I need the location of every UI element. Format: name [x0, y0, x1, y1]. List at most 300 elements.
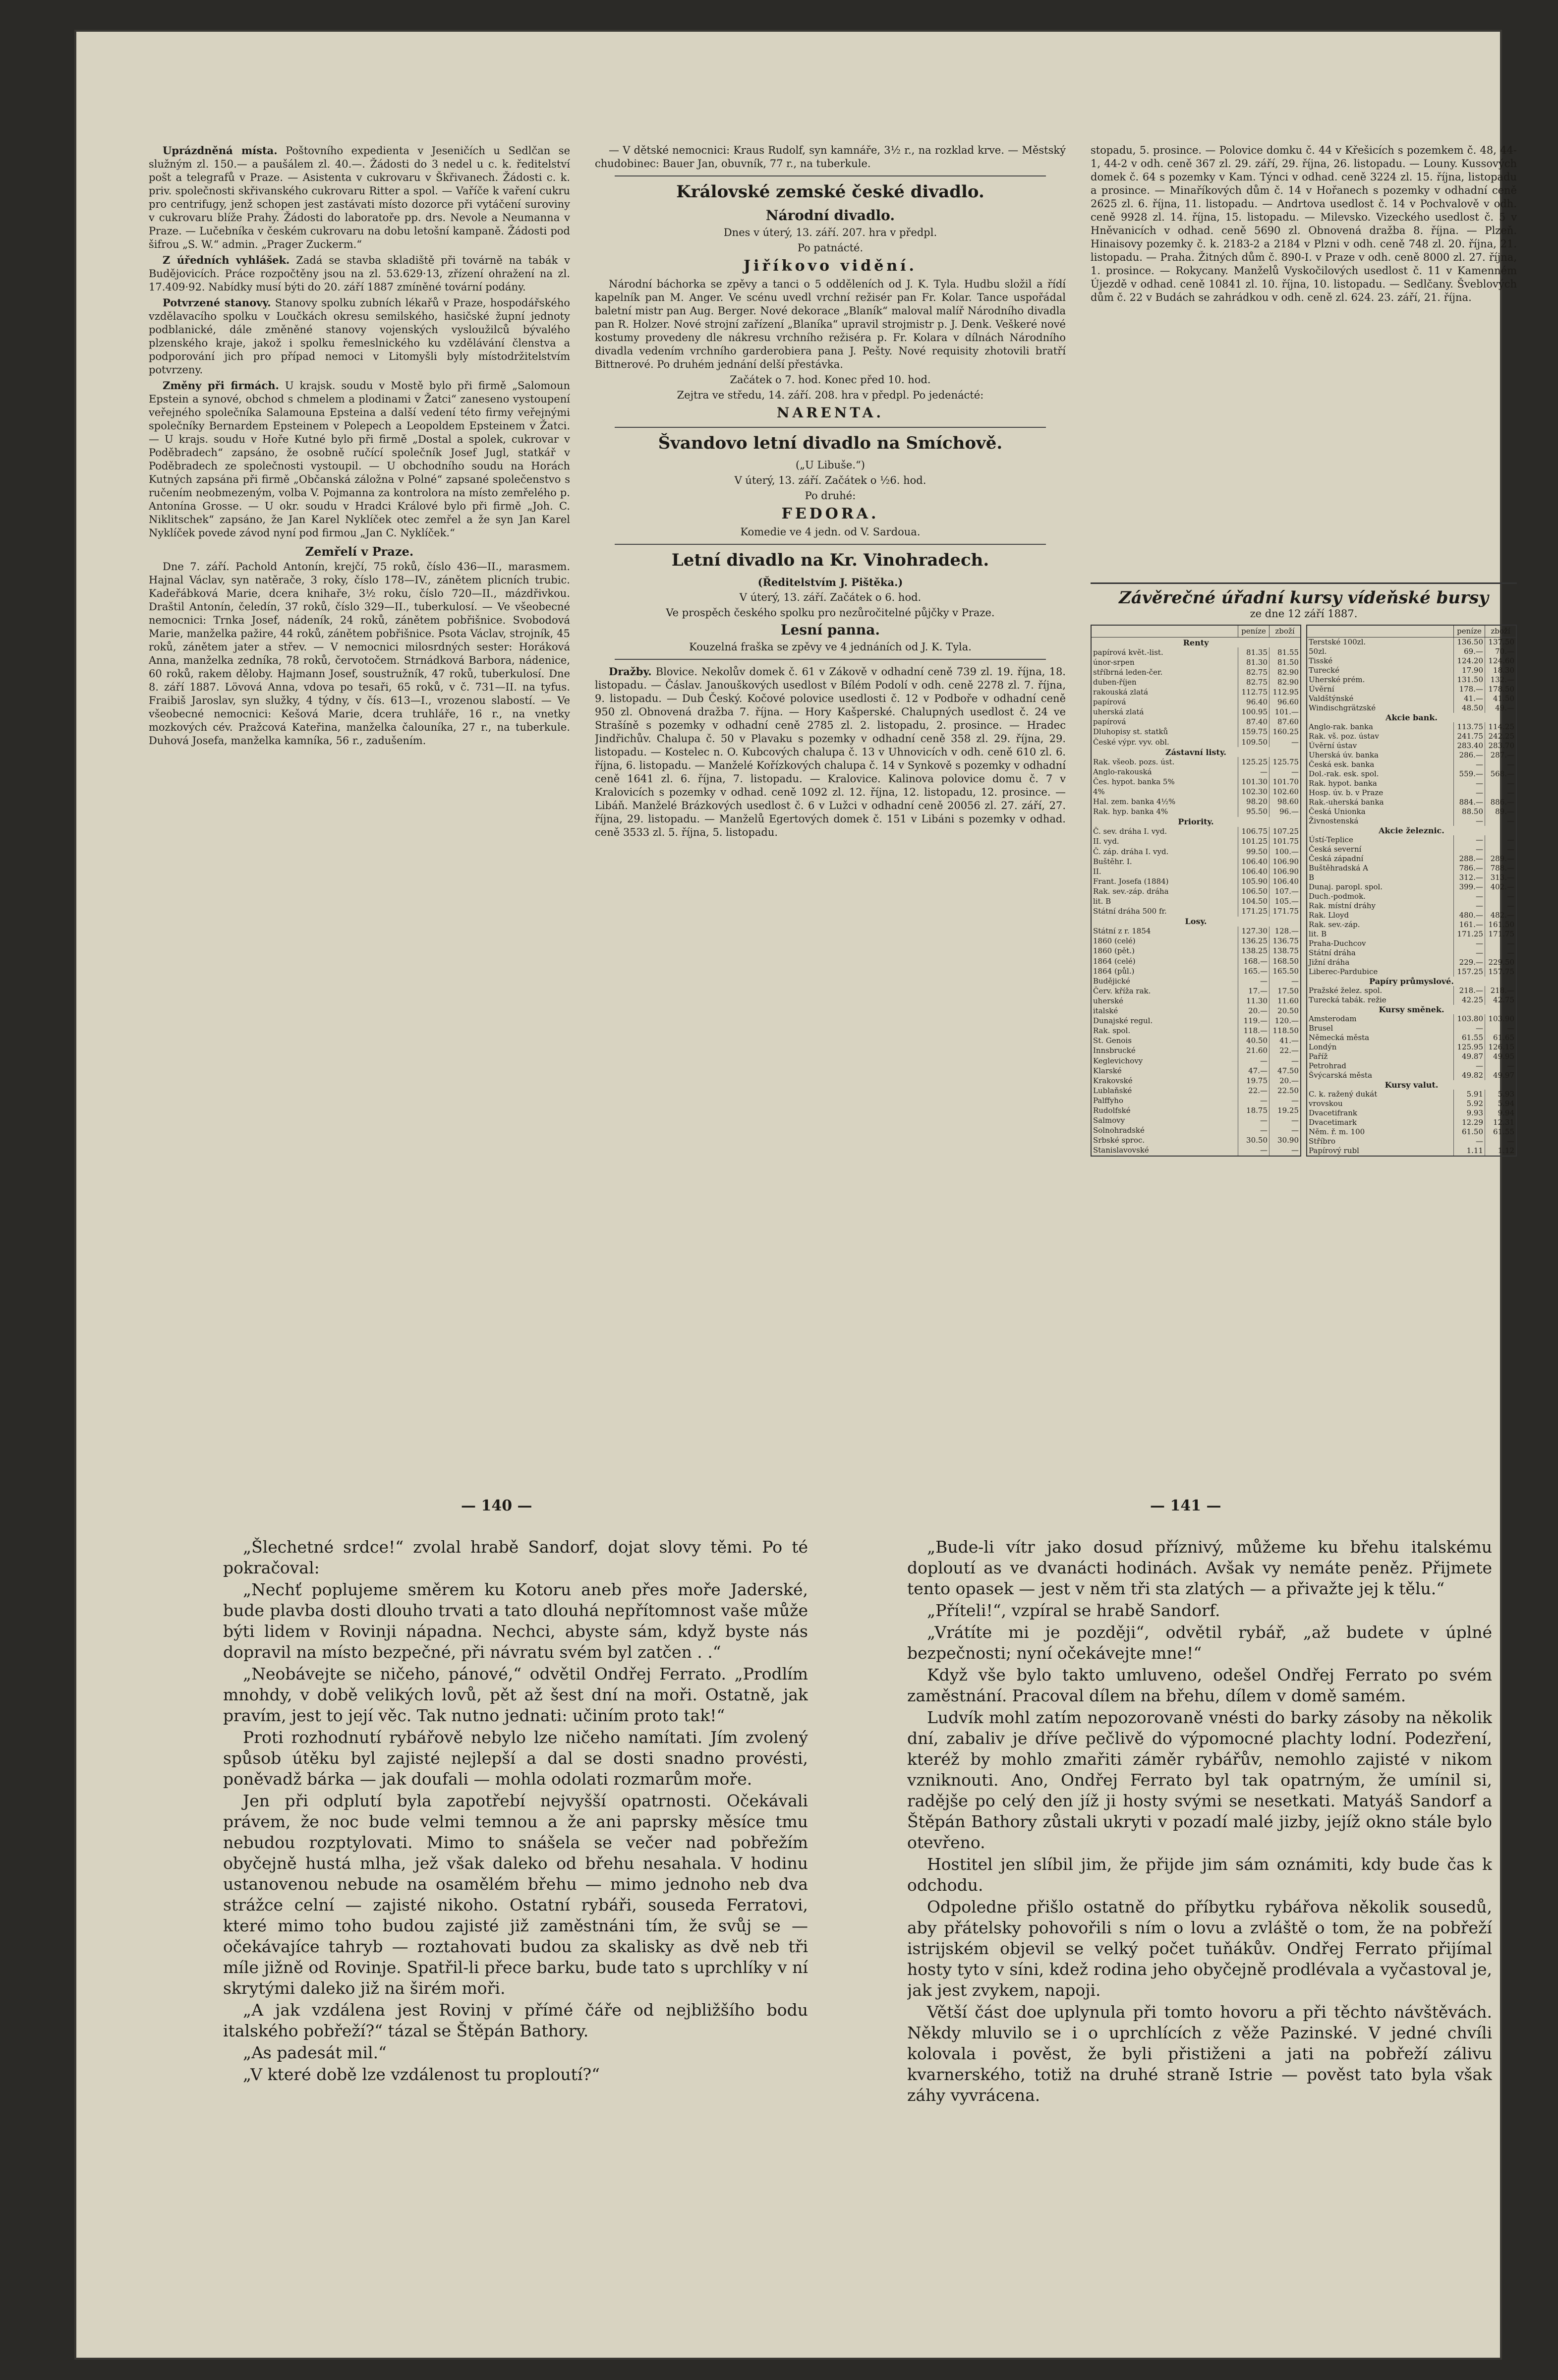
- price-money: 283.40: [1454, 741, 1485, 751]
- price-goods: 101.70: [1269, 777, 1301, 787]
- paragraph-potvrzene-stanovy: [149, 296, 570, 377]
- price-money: 102.30: [1238, 787, 1269, 797]
- table-row: [1307, 864, 1516, 873]
- price-goods: 17.50: [1269, 986, 1301, 996]
- security-name: Anglo-rak. banka: [1307, 722, 1454, 732]
- stock-exchange-section: [1091, 582, 1517, 1425]
- paragraph-lead: Z úředních vyhlášek.: [163, 254, 290, 266]
- novel-paragraph: Hostitel jen slíbil jim, že přijde jim sám oznámiti, kdy bude čas k odchodu.: [907, 1855, 1492, 1895]
- price-money: —: [1238, 1056, 1269, 1066]
- section-label: Akcie bank.: [1307, 713, 1516, 722]
- table-row: [1307, 638, 1516, 647]
- table-row: [1091, 1136, 1301, 1146]
- price-goods: 107.—: [1269, 886, 1301, 896]
- table-row: [1091, 1076, 1301, 1086]
- column-header: zboží: [1485, 625, 1517, 638]
- security-name: 1860 (celé): [1091, 936, 1238, 946]
- price-money: —: [1454, 892, 1485, 901]
- table-row: [1307, 911, 1516, 920]
- price-goods: —: [1485, 1024, 1517, 1033]
- divider: [615, 175, 1046, 176]
- price-money: —: [1238, 1116, 1269, 1126]
- divider: [615, 544, 1046, 545]
- price-goods: —: [1485, 1137, 1517, 1146]
- security-name: italské: [1091, 1006, 1238, 1016]
- price-money: 101.30: [1238, 777, 1269, 787]
- price-money: 47.—: [1238, 1066, 1269, 1076]
- table-row: [1091, 827, 1301, 837]
- table-row: [1307, 1043, 1516, 1052]
- price-money: 131.50: [1454, 675, 1485, 685]
- security-name: 1864 (půl.): [1091, 966, 1238, 976]
- price-goods: —: [1485, 1061, 1517, 1071]
- table-row: [1307, 1108, 1516, 1118]
- table-row: [1091, 1066, 1301, 1076]
- price-money: 22.—: [1238, 1086, 1269, 1096]
- price-goods: 132.—: [1485, 675, 1517, 685]
- price-goods: —: [1485, 779, 1517, 788]
- theatre-1-times: Začátek o 7. hod. Konec před 10. hod.: [730, 374, 931, 386]
- paragraph-lead: Potvrzené stanovy.: [163, 296, 271, 309]
- price-goods: —: [1485, 845, 1517, 854]
- table-row: [1307, 929, 1516, 939]
- price-money: 218.—: [1454, 986, 1485, 995]
- security-name: 4%: [1091, 787, 1238, 797]
- table-row: [1091, 1046, 1301, 1056]
- table-section-row: [1091, 817, 1301, 827]
- table-row: [1307, 835, 1516, 845]
- price-money: 159.75: [1238, 727, 1269, 737]
- table-row: [1091, 837, 1301, 847]
- price-money: —: [1454, 1137, 1485, 1146]
- price-goods: 101.—: [1269, 707, 1301, 717]
- price-goods: 171.75: [1485, 929, 1517, 939]
- price-money: 61.50: [1454, 1127, 1485, 1137]
- price-goods: 30.90: [1269, 1136, 1301, 1146]
- price-goods: 87.60: [1269, 717, 1301, 727]
- table-row: [1091, 1036, 1301, 1046]
- price-money: —: [1454, 816, 1485, 826]
- table-row: [1091, 707, 1301, 717]
- security-name: Červ. kříža rak.: [1091, 986, 1238, 996]
- theatre-3-title: Letní divadlo na Kr. Vinohradech.: [671, 550, 989, 570]
- table-row: [1307, 873, 1516, 882]
- novel-paragraph: „Nechť poplujeme směrem ku Kotoru aneb přes moře Jaderské, bude plavba dosti dlouho trvati a tato dlouhá nepřítomnost vaše může býti lidem v Rovinji nápadna. Nechci, abyste sám, když byste nás dopravil na místo bezpečné, při návratu svém byl zatčen . .“: [223, 1580, 808, 1662]
- security-name: 1860 (pět.): [1091, 946, 1238, 956]
- security-name: Č. sev. dráha I. vyd.: [1091, 827, 1238, 837]
- table-row: [1307, 816, 1516, 826]
- price-goods: 81.55: [1269, 647, 1301, 657]
- price-money: 95.50: [1238, 807, 1269, 817]
- price-money: 82.75: [1238, 667, 1269, 677]
- section-label: Priority.: [1091, 817, 1301, 827]
- price-goods: —: [1269, 767, 1301, 777]
- paragraph-z-uradnich-vyhlasek: [149, 253, 570, 294]
- table-row: [1091, 956, 1301, 966]
- security-name: Pražské želez. spol.: [1307, 986, 1454, 995]
- price-money: 96.40: [1238, 697, 1269, 707]
- price-goods: 41.50: [1485, 694, 1517, 703]
- price-goods: —: [1485, 948, 1517, 958]
- paragraph-text: Blovice. Nekolův domek č. 61 v Zákově v odhadní ceně 739 zl. 19. října, 18. listopadu. — Čáslav. Janouškových usedlost v Bílém Podolí v odh. ceně 2278 zl. 7. října, 9. listopadu. — Dub Český. Kočové polovice usedlosti č. 12 v Podboře v odhadní ceně 950 zl. Obnovená dražba 7. října. — Hory Kašperské. Chalupných usedlost č. 24 ve Strašíně s pozemky v odhadní ceně 2785 zl. 2. listopadu, 2. prosince. — Hradec Jindřichův. Chalupa č. 50 v Plavaku s pozemky v odhadní ceně 358 zl. 29. října, 29. listopadu. — Kostelec n. O. Kubcových chalupa č. 13 v Uhnovicích v odh. ceně 610 zl. 6. října, 6. listopadu. — Manželé Kořízkových chalupa č. 14 v Synkově s pozemky v odhadní ceně 1641 zl. 6. října, 7. listopadu. — Kralovice. Kalinova polovice domu č. 7 v Kralovicích s pozemky v odhad. ceně 1092 zl. 12. října, 12. listopadu, 12. prosince. — Libáň. Manželé Brázkových usedlost č. 6 v Lužci v odhadní ceně 20056 zl. 27. září, 27. října, 29. listopadu. — Manželů Egertových domek č. 151 v Libáni s pozemky v odhad. ceně 3533 zl. 5. října, 5. listopadu.: [595, 666, 1066, 838]
- table-row: [1307, 685, 1516, 694]
- section-label: Kursy směnek.: [1307, 1005, 1516, 1014]
- section-label: Akcie železnic.: [1307, 826, 1516, 835]
- table-row: [1091, 647, 1301, 657]
- price-goods: 49.97: [1485, 1071, 1517, 1080]
- paragraph-drazby: [595, 665, 1066, 839]
- table-row: [1307, 892, 1516, 901]
- price-goods: 5.94: [1485, 1099, 1517, 1108]
- security-name: Č. záp. dráha I. vyd.: [1091, 847, 1238, 857]
- price-goods: 96.—: [1269, 807, 1301, 817]
- price-goods: 171.75: [1269, 907, 1301, 917]
- security-name: České výpr. vyv. obl.: [1091, 737, 1238, 747]
- price-money: 49.87: [1454, 1052, 1485, 1061]
- price-goods: 81.50: [1269, 657, 1301, 667]
- price-goods: 242.25: [1485, 732, 1517, 741]
- price-goods: 5.93: [1485, 1090, 1517, 1099]
- price-goods: 114.25: [1485, 722, 1517, 732]
- table-row: [1091, 857, 1301, 867]
- price-money: 103.80: [1454, 1014, 1485, 1024]
- price-goods: —: [1485, 892, 1517, 901]
- table-section-row: [1307, 977, 1516, 986]
- price-goods: 47.50: [1269, 1066, 1301, 1076]
- section-label: Papíry průmyslové.: [1307, 977, 1516, 986]
- table-row: [1091, 847, 1301, 857]
- novel-paragraph: Ludvík mohl zatím nepozorovaně vnésti do barky zásoby na několik dní, zabaliv je dříve pečlivě do výpomocné plachty lodní. Podezření, kteréž by mohlo zmařiti záměr rybářův, nemohlo zajisté v nikom vzniknouti. Ano, Ondřej Ferrato byl tak opatrným, že umínil si, radějše po celý den jíž ji hosty svými se nesetkati. Matyáš Sandorf a Štěpán Bathory zůstali ukryti v pozadí malé jizby, jejíž okno stále bylo otevřeno.: [907, 1708, 1492, 1852]
- security-name: uherská zlatá: [1091, 707, 1238, 717]
- price-goods: 568.—: [1485, 769, 1517, 779]
- price-money: 127.30: [1238, 927, 1269, 936]
- security-name: Hal. zem. banka 4½%: [1091, 797, 1238, 807]
- table-section-row: [1307, 713, 1516, 722]
- price-money: 9.93: [1454, 1108, 1485, 1118]
- novel-paragraph: Proti rozhodnutí rybářově nebylo lze ničeho namítati. Jím zvolený spůsob útěku byl zajisté nejlepší a dal se dosti snadno provésti, poněvadž bárka — jak doufali — mohla odolati rozmarům moře.: [223, 1728, 808, 1789]
- theatre-3-description: Ve prospěch českého spolku pro nezůročitelné půjčky v Praze.: [666, 607, 995, 619]
- theatre-2-performance: Po druhé:: [805, 490, 856, 502]
- page-number-right: — 141 —: [1150, 1497, 1221, 1514]
- table-row: [1307, 986, 1516, 995]
- price-money: 1.11: [1454, 1146, 1485, 1156]
- security-name: Živnostenská: [1307, 816, 1454, 826]
- security-name: Papírový rubl: [1307, 1146, 1454, 1156]
- table-row: [1307, 798, 1516, 807]
- price-goods: 168.50: [1269, 956, 1301, 966]
- novel-paragraph: Větší část doe uplynula při tomto hovoru a při těchto návštěvách. Někdy mluvilo se i o uprchlících z věže Pazinské. V jedné chvíli kolovala i pověst, že byli přistiženi a jati na pobřeží zálivu kvarnerského, totiž na druhé straně Istrie — pověst tato byla však záhy vyvrácena.: [907, 2002, 1492, 2105]
- paragraph-zemreli-continued: — V dětské nemocnici: Kraus Rudolf, syn kamnáře, 3½ r., na rozklad krve. — Městský chudobinec: Bauer Jan, obuvník, 77 r., na tuberkule.: [595, 144, 1066, 170]
- price-money: —: [1238, 767, 1269, 777]
- security-name: Turecká tabák. režie: [1307, 995, 1454, 1005]
- table-row: [1091, 946, 1301, 956]
- price-money: —: [1454, 835, 1485, 845]
- price-goods: 18.30: [1485, 666, 1517, 675]
- price-money: 18.75: [1238, 1105, 1269, 1115]
- table-row: [1091, 667, 1301, 677]
- security-name: rakouská zlatá: [1091, 687, 1238, 697]
- security-name: Rak. Lloyd: [1307, 911, 1454, 920]
- security-name: uherské: [1091, 996, 1238, 1006]
- table-section-row: [1091, 638, 1301, 648]
- price-money: 19.75: [1238, 1076, 1269, 1086]
- novel-paragraph: „Šlechetné srdce!“ zvolal hrabě Sandorf, dojat slovy těmi. Po té pokračoval:: [223, 1537, 808, 1577]
- security-name: Keglevichovy: [1091, 1056, 1238, 1066]
- price-goods: 788.—: [1485, 864, 1517, 873]
- price-money: 20.—: [1238, 1006, 1269, 1016]
- table-section-row: [1307, 1080, 1516, 1090]
- security-name: II. vyd.: [1091, 837, 1238, 847]
- table-row: [1091, 936, 1301, 946]
- table-row: [1091, 1006, 1301, 1016]
- table-row: [1307, 779, 1516, 788]
- theatre-3-description-2: Kouzelná fraška se zpěvy ve 4 jednáních od J. K. Tyla.: [689, 641, 972, 653]
- paragraph-lead: Dražby.: [609, 665, 652, 678]
- price-money: 101.25: [1238, 837, 1269, 847]
- table-row: [1307, 732, 1516, 741]
- table-row: [1307, 1033, 1516, 1043]
- price-goods: 283.70: [1485, 741, 1517, 751]
- novel-paragraph: „As padesát mil.“: [243, 2043, 387, 2062]
- security-name: Rudolfské: [1091, 1105, 1238, 1115]
- bursa-table-right: [1306, 625, 1517, 1157]
- price-money: 98.20: [1238, 797, 1269, 807]
- price-goods: —: [1269, 1126, 1301, 1136]
- table-row: [1307, 854, 1516, 864]
- section-label: Kursy valut.: [1307, 1080, 1516, 1090]
- price-goods: 102.60: [1269, 787, 1301, 797]
- price-goods: —: [1485, 939, 1517, 948]
- price-goods: 137.50: [1485, 638, 1517, 647]
- price-goods: —: [1485, 788, 1517, 798]
- price-money: —: [1454, 788, 1485, 798]
- table-row: [1307, 751, 1516, 760]
- price-money: 109.50: [1238, 737, 1269, 747]
- table-row: [1091, 986, 1301, 996]
- price-goods: 161.50: [1485, 920, 1517, 929]
- table-section-row: [1307, 826, 1516, 835]
- security-name: Innsbrucké: [1091, 1046, 1238, 1056]
- table-row: [1091, 787, 1301, 797]
- table-row: [1307, 1052, 1516, 1061]
- price-money: 106.40: [1238, 857, 1269, 867]
- theatre-1-play: Jiříkovo vidění.: [743, 257, 918, 275]
- newspaper-page: [74, 30, 1517, 2360]
- table-row: [1307, 666, 1516, 675]
- price-money: 81.35: [1238, 647, 1269, 657]
- price-money: 112.75: [1238, 687, 1269, 697]
- price-goods: —: [1269, 737, 1301, 747]
- security-name: Stanislavovské: [1091, 1146, 1238, 1156]
- table-row: [1307, 995, 1516, 1005]
- table-row: [1091, 797, 1301, 807]
- table-row: [1091, 1056, 1301, 1066]
- table-row: [1091, 996, 1301, 1006]
- table-row: [1307, 939, 1516, 948]
- price-goods: 20.—: [1269, 1076, 1301, 1086]
- price-money: 106.50: [1238, 886, 1269, 896]
- theatre-1-next: Zejtra ve středu, 14. září. 208. hra v předpl. Po jedenácté:: [677, 389, 984, 401]
- price-goods: 125.75: [1269, 757, 1301, 767]
- table-row: [1091, 687, 1301, 697]
- security-name: Salmovy: [1091, 1116, 1238, 1126]
- price-goods: —: [1269, 1146, 1301, 1156]
- price-money: 312.—: [1454, 873, 1485, 882]
- paragraph-text: U krajsk. soudu v Mostě bylo při firmě „Salomoun Epstein a synové, obchod s chmelem a plodinami v Žatci“ zaneseno vystoupení veřejného společníka Salamouna Epsteina a další vedení této firmy veřejnými společníky Bernardem Epsteinem v Polepech a Leopoldem Epsteinem v Žatci. — U krajs. soudu v Hoře Kutné bylo při firmě „Dostal a spolek, cukrovar v Poděbradech“ zapsáno, že osobně ručící společník Josef Jugl, statkář v Poděbradech ze společnosti vystoupil. — U obchodního soudu na Horách Kutných zapsána při firmě „Občanská záložna v Polné“ zapsané společenstvo s ručením neobmezeným, volba V. Pojmanna za kontrolora na místo zemřelého p. Antonína Grosse. — U okr. soudu v Hradci Králové bylo při firmě „Joh. C. Niklitschek“ zapsáno, že Jan Karel Nyklíček otec zemřel a že syn Jan Karel Nyklíček povede závod nyní pod firmou „Jan C. Nyklíček.“: [149, 380, 570, 539]
- security-name: Praha-Duchcov: [1307, 939, 1454, 948]
- table-row: [1307, 1014, 1516, 1024]
- table-row: [1307, 1127, 1516, 1137]
- column-header: peníze: [1238, 625, 1269, 638]
- table-row: [1091, 876, 1301, 886]
- security-name: Úvěrní ústav: [1307, 741, 1454, 751]
- table-row: [1091, 966, 1301, 976]
- price-money: 286.—: [1454, 751, 1485, 760]
- security-name: Brusel: [1307, 1024, 1454, 1033]
- paragraph-lead: Změny při firmách.: [163, 379, 279, 392]
- price-money: 559.—: [1454, 769, 1485, 779]
- price-money: —: [1454, 1024, 1485, 1033]
- security-name: Buštěhr. I.: [1091, 857, 1238, 867]
- security-name: 50zl.: [1307, 647, 1454, 656]
- security-name: Frant. Josefa (1884): [1091, 876, 1238, 886]
- security-name: Terstské 100zl.: [1307, 638, 1454, 647]
- security-name: Něm. ř. m. 100: [1307, 1127, 1454, 1137]
- column-header: zboží: [1269, 625, 1301, 638]
- column-header: [1307, 625, 1454, 638]
- security-name: Rak. hypot. banka: [1307, 779, 1454, 788]
- table-row: [1307, 901, 1516, 911]
- price-goods: 124.60: [1485, 656, 1517, 666]
- table-row: [1091, 907, 1301, 917]
- table-row: [1307, 920, 1516, 929]
- price-goods: 100.—: [1269, 847, 1301, 857]
- price-goods: 82.90: [1269, 677, 1301, 687]
- price-money: 241.75: [1454, 732, 1485, 741]
- table-row: [1307, 647, 1516, 656]
- security-name: B: [1307, 873, 1454, 882]
- table-row: [1091, 886, 1301, 896]
- price-goods: 106.40: [1269, 876, 1301, 886]
- table-row: [1307, 1118, 1516, 1127]
- price-goods: 98.60: [1269, 797, 1301, 807]
- novel-text-right: [907, 1537, 1492, 2310]
- table-row: [1307, 1071, 1516, 1080]
- price-goods: 313.—: [1485, 873, 1517, 882]
- security-name: Česká severní: [1307, 845, 1454, 854]
- security-name: Rak.-uherská banka: [1307, 798, 1454, 807]
- table-row: [1307, 845, 1516, 854]
- price-goods: 229.50: [1485, 958, 1517, 967]
- table-row: [1091, 697, 1301, 707]
- section-label: Renty: [1091, 638, 1301, 648]
- security-name: stříbrná leden-čer.: [1091, 667, 1238, 677]
- security-name: Dvacetimark: [1307, 1118, 1454, 1127]
- security-name: Srbské sproc.: [1091, 1136, 1238, 1146]
- paragraph-text: Zadá se stavba skladiště při továrně na tabák v Budějovicích. Práce rozpočtěny jsou na zl. 53.629·13, zřízení ohražení na zl. 17.409·92. Nabídky musí býti do 20. září 1887 zmíněné tovární podány.: [149, 254, 570, 293]
- price-goods: 287.—: [1485, 751, 1517, 760]
- novel-paragraph: „A jak vzdálena jest Rovinj v přímé čáře od nejbližšího bodu italského pobřeží?“ tázal se Štěpán Bathory.: [223, 2000, 808, 2040]
- price-goods: 11.60: [1269, 996, 1301, 1006]
- price-goods: —: [1485, 760, 1517, 769]
- security-name: Amsterodam: [1307, 1014, 1454, 1024]
- security-name: Čes. hypot. banka 5%: [1091, 777, 1238, 787]
- theatre-2-title: Švandovo letní divadlo na Smíchově.: [658, 433, 1003, 453]
- price-goods: 165.50: [1269, 966, 1301, 976]
- column-3: [1091, 144, 1517, 580]
- price-money: 786.—: [1454, 864, 1485, 873]
- theatre-1-date: Dnes v úterý, 13. září. 207. hra v předpl.: [723, 227, 937, 238]
- price-money: 61.55: [1454, 1033, 1485, 1043]
- table-row: [1307, 722, 1516, 732]
- price-goods: 482.—: [1485, 911, 1517, 920]
- column-header: [1091, 625, 1238, 638]
- security-name: Tisské: [1307, 656, 1454, 666]
- table-row: [1307, 656, 1516, 666]
- price-goods: 22.—: [1269, 1046, 1301, 1056]
- table-row: [1091, 807, 1301, 817]
- novel-paragraph: Když vše bylo takto umluveno, odešel Ondřej Ferrato po svém zaměstnání. Pracoval dílem na břehu, dílem v domě samém.: [907, 1665, 1492, 1705]
- theatre-2-description: Komedie ve 4 jedn. od V. Sardoua.: [740, 526, 921, 538]
- price-money: 17.—: [1238, 986, 1269, 996]
- price-money: 884.—: [1454, 798, 1485, 807]
- table-row: [1091, 1105, 1301, 1115]
- table-section-row: [1091, 747, 1301, 757]
- price-money: 17.90: [1454, 666, 1485, 675]
- security-name: Státní z r. 1854: [1091, 927, 1238, 936]
- paragraph-text: Poštovního expedienta v Jeseničích u Sedlčan se služným zl. 150.— a paušálem zl. 40.—. Žádosti do 3 nedel u c. k. ředitelství pošt a telegrafů v Praze. — Asistenta v cukrovaru v Škřivanech. Žádosti c. k. priv. společnosti skřivanského cukrovaru Ritter a spol. — Vaříče k vaření cukru pro centrifugy, jenž schopen jest zastávati místo dozorce při vytáčení suroviny v cukrovaru blíže Prahy. Žádosti do laboratoře pp. drs. Nevole a Neumanna v Praze. — Lučebníka v českém cukrovaru na dobu letošní kampaně. Žádosti pod šifrou „S. W.“ admin. „Prager Zuckerm.“: [149, 145, 570, 250]
- price-goods: 289.—: [1485, 854, 1517, 864]
- security-name: Česká esk. banka: [1307, 760, 1454, 769]
- security-name: Uherská úv. banka: [1307, 751, 1454, 760]
- theatre-1-description: Národní báchorka se zpěvy a tanci o 5 odděleních od J. K. Tyla. Hudbu složil a řídí kapelník pan M. Anger. Ve scénu uvedl vrchní režisér pan Fr. Kolar. Tance uspořádal baletní mistr pan Aug. Berger. Nové dekorace „Blaník“ maloval malíř Národního divadla pan R. Holzer. Nové strojní zařízení „Blaníka“ upravil strojmistr p. J. Denk. Veškeré nové kostumy provedeny dle nákresu vrchního režiséra p. Fr. Kolara v dílnách Národního divadla vedením vrchního garderobiera pana J. Pešty. Nové requisity zhotovili bratří Bittnerové. Po druhém jednání delší přestávka.: [595, 278, 1066, 370]
- price-goods: 178.50: [1485, 685, 1517, 694]
- price-money: —: [1238, 1146, 1269, 1156]
- price-goods: 61.65: [1485, 1033, 1517, 1043]
- security-name: Dluhopisy st. statků: [1091, 727, 1238, 737]
- price-money: 81.30: [1238, 657, 1269, 667]
- table-row: [1091, 757, 1301, 767]
- price-money: 168.—: [1238, 956, 1269, 966]
- security-name: Buštěhradská A: [1307, 864, 1454, 873]
- price-goods: —: [1485, 816, 1517, 826]
- divider: [615, 427, 1046, 428]
- price-money: 69.—: [1454, 647, 1485, 656]
- bursa-subtitle: ze dne 12 září 1887.: [1250, 608, 1358, 620]
- price-money: 5.92: [1454, 1099, 1485, 1108]
- novel-paragraph: „Bude-li vítr jako dosud příznivý, můžeme ku břehu italskému doploutí as ve dvanácti hodinách. Avšak vy nemáte peněz. Přijmete tento opasek — jest v něm tři sta zlatých — a přivažte jej k tělu.“: [907, 1537, 1492, 1598]
- price-goods: 157.75: [1485, 967, 1517, 977]
- price-money: 21.60: [1238, 1046, 1269, 1056]
- security-name: Uherské prém.: [1307, 675, 1454, 685]
- price-money: 124.20: [1454, 656, 1485, 666]
- security-name: Rak. hyp. banka 4%: [1091, 807, 1238, 817]
- price-goods: 107.25: [1269, 827, 1301, 837]
- security-name: Státní dráha: [1307, 948, 1454, 958]
- price-money: 229.—: [1454, 958, 1485, 967]
- price-money: 41.—: [1454, 694, 1485, 703]
- table-row: [1307, 675, 1516, 685]
- column-2: [595, 144, 1066, 1423]
- price-goods: 402.—: [1485, 882, 1517, 892]
- security-name: Švýcarská města: [1307, 1071, 1454, 1080]
- table-row: [1307, 694, 1516, 703]
- price-money: 125.95: [1454, 1043, 1485, 1052]
- security-name: duben-říjen: [1091, 677, 1238, 687]
- security-name: Rak. vš. poz. ústav: [1307, 732, 1454, 741]
- table-row: [1307, 958, 1516, 967]
- price-money: —: [1238, 1096, 1269, 1105]
